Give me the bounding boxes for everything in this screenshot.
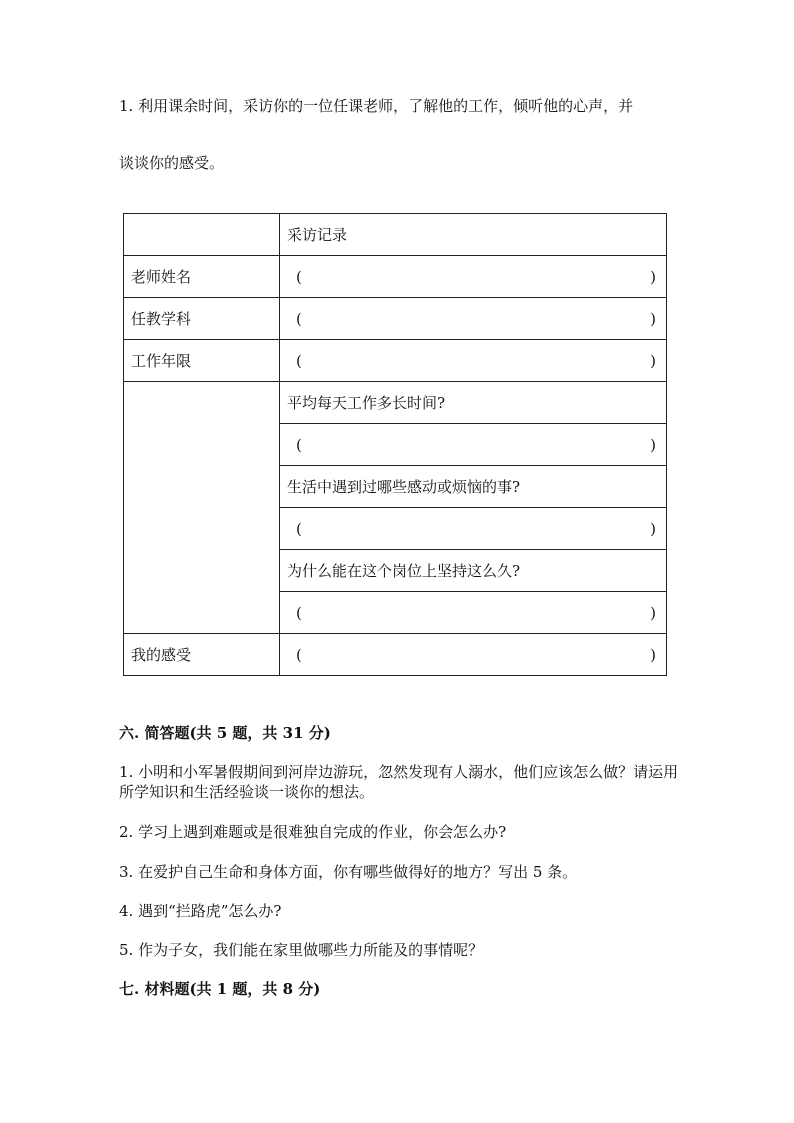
paren-close: ) — [650, 267, 656, 286]
paren-close: ) — [650, 351, 656, 370]
table-row — [124, 298, 667, 340]
paren-open: ( — [296, 267, 302, 286]
table-header-row — [124, 214, 667, 256]
question-item: 4. 遇到“拦路虎”怎么办? — [119, 902, 282, 920]
table-header: 采访记录 — [280, 214, 667, 256]
question-item: 1. 小明和小军暑假期间到河岸边游玩，忽然发现有人溺水，他们应该怎么做？请运用所学知识和生活经验谈一谈你的想法。 — [119, 763, 679, 801]
answer-blank[interactable] — [280, 592, 667, 634]
table-corner-cell — [124, 214, 280, 256]
question-intro-line-1: 1. 利用课余时间，采访你的一位任课老师，了解他的工作，倾听他的心声，并 — [119, 97, 634, 115]
answer-blank[interactable] — [280, 256, 667, 298]
answer-blank[interactable] — [280, 508, 667, 550]
paren-open: ( — [296, 645, 302, 664]
row-label: 我的感受 — [124, 634, 280, 676]
row-label: 任教学科 — [124, 298, 280, 340]
question-intro-line-2: 谈谈你的感受。 — [119, 154, 225, 172]
answer-blank[interactable] — [280, 424, 667, 466]
paren-open: ( — [296, 351, 302, 370]
question-text: 平均每天工作多长时间? — [280, 382, 667, 424]
paren-open: ( — [296, 603, 302, 622]
answer-blank[interactable] — [280, 340, 667, 382]
table-row — [124, 340, 667, 382]
question-text: 生活中遇到过哪些感动或烦恼的事? — [280, 466, 667, 508]
answer-blank[interactable] — [280, 634, 667, 676]
row-label: 工作年限 — [124, 340, 280, 382]
paren-open: ( — [296, 309, 302, 328]
table-row — [124, 634, 667, 676]
question-item: 5. 作为子女，我们能在家里做哪些力所能及的事情呢？ — [119, 941, 484, 959]
row-label: 老师姓名 — [124, 256, 280, 298]
answer-blank[interactable] — [280, 298, 667, 340]
paren-close: ) — [650, 603, 656, 622]
paren-close: ) — [650, 435, 656, 454]
section-6-title: 六. 简答题(共 5 题，共 31 分) — [119, 724, 331, 742]
paren-close: ) — [650, 645, 656, 664]
paren-open: ( — [296, 519, 302, 538]
question-item: 2. 学习上遇到难题或是很难独自完成的作业，你会怎么办? — [119, 823, 507, 841]
section-7-title: 七. 材料题(共 1 题，共 8 分) — [119, 980, 321, 998]
questions-label-cell — [124, 382, 280, 634]
paren-close: ) — [650, 309, 656, 328]
table-row — [124, 256, 667, 298]
question-text: 为什么能在这个岗位上坚持这么久? — [280, 550, 667, 592]
interview-record-table — [123, 213, 667, 676]
paren-open: ( — [296, 435, 302, 454]
paren-close: ) — [650, 519, 656, 538]
question-item: 3. 在爱护自己生命和身体方面，你有哪些做得好的地方？写出 5 条。 — [119, 863, 578, 881]
table-row — [124, 382, 667, 424]
